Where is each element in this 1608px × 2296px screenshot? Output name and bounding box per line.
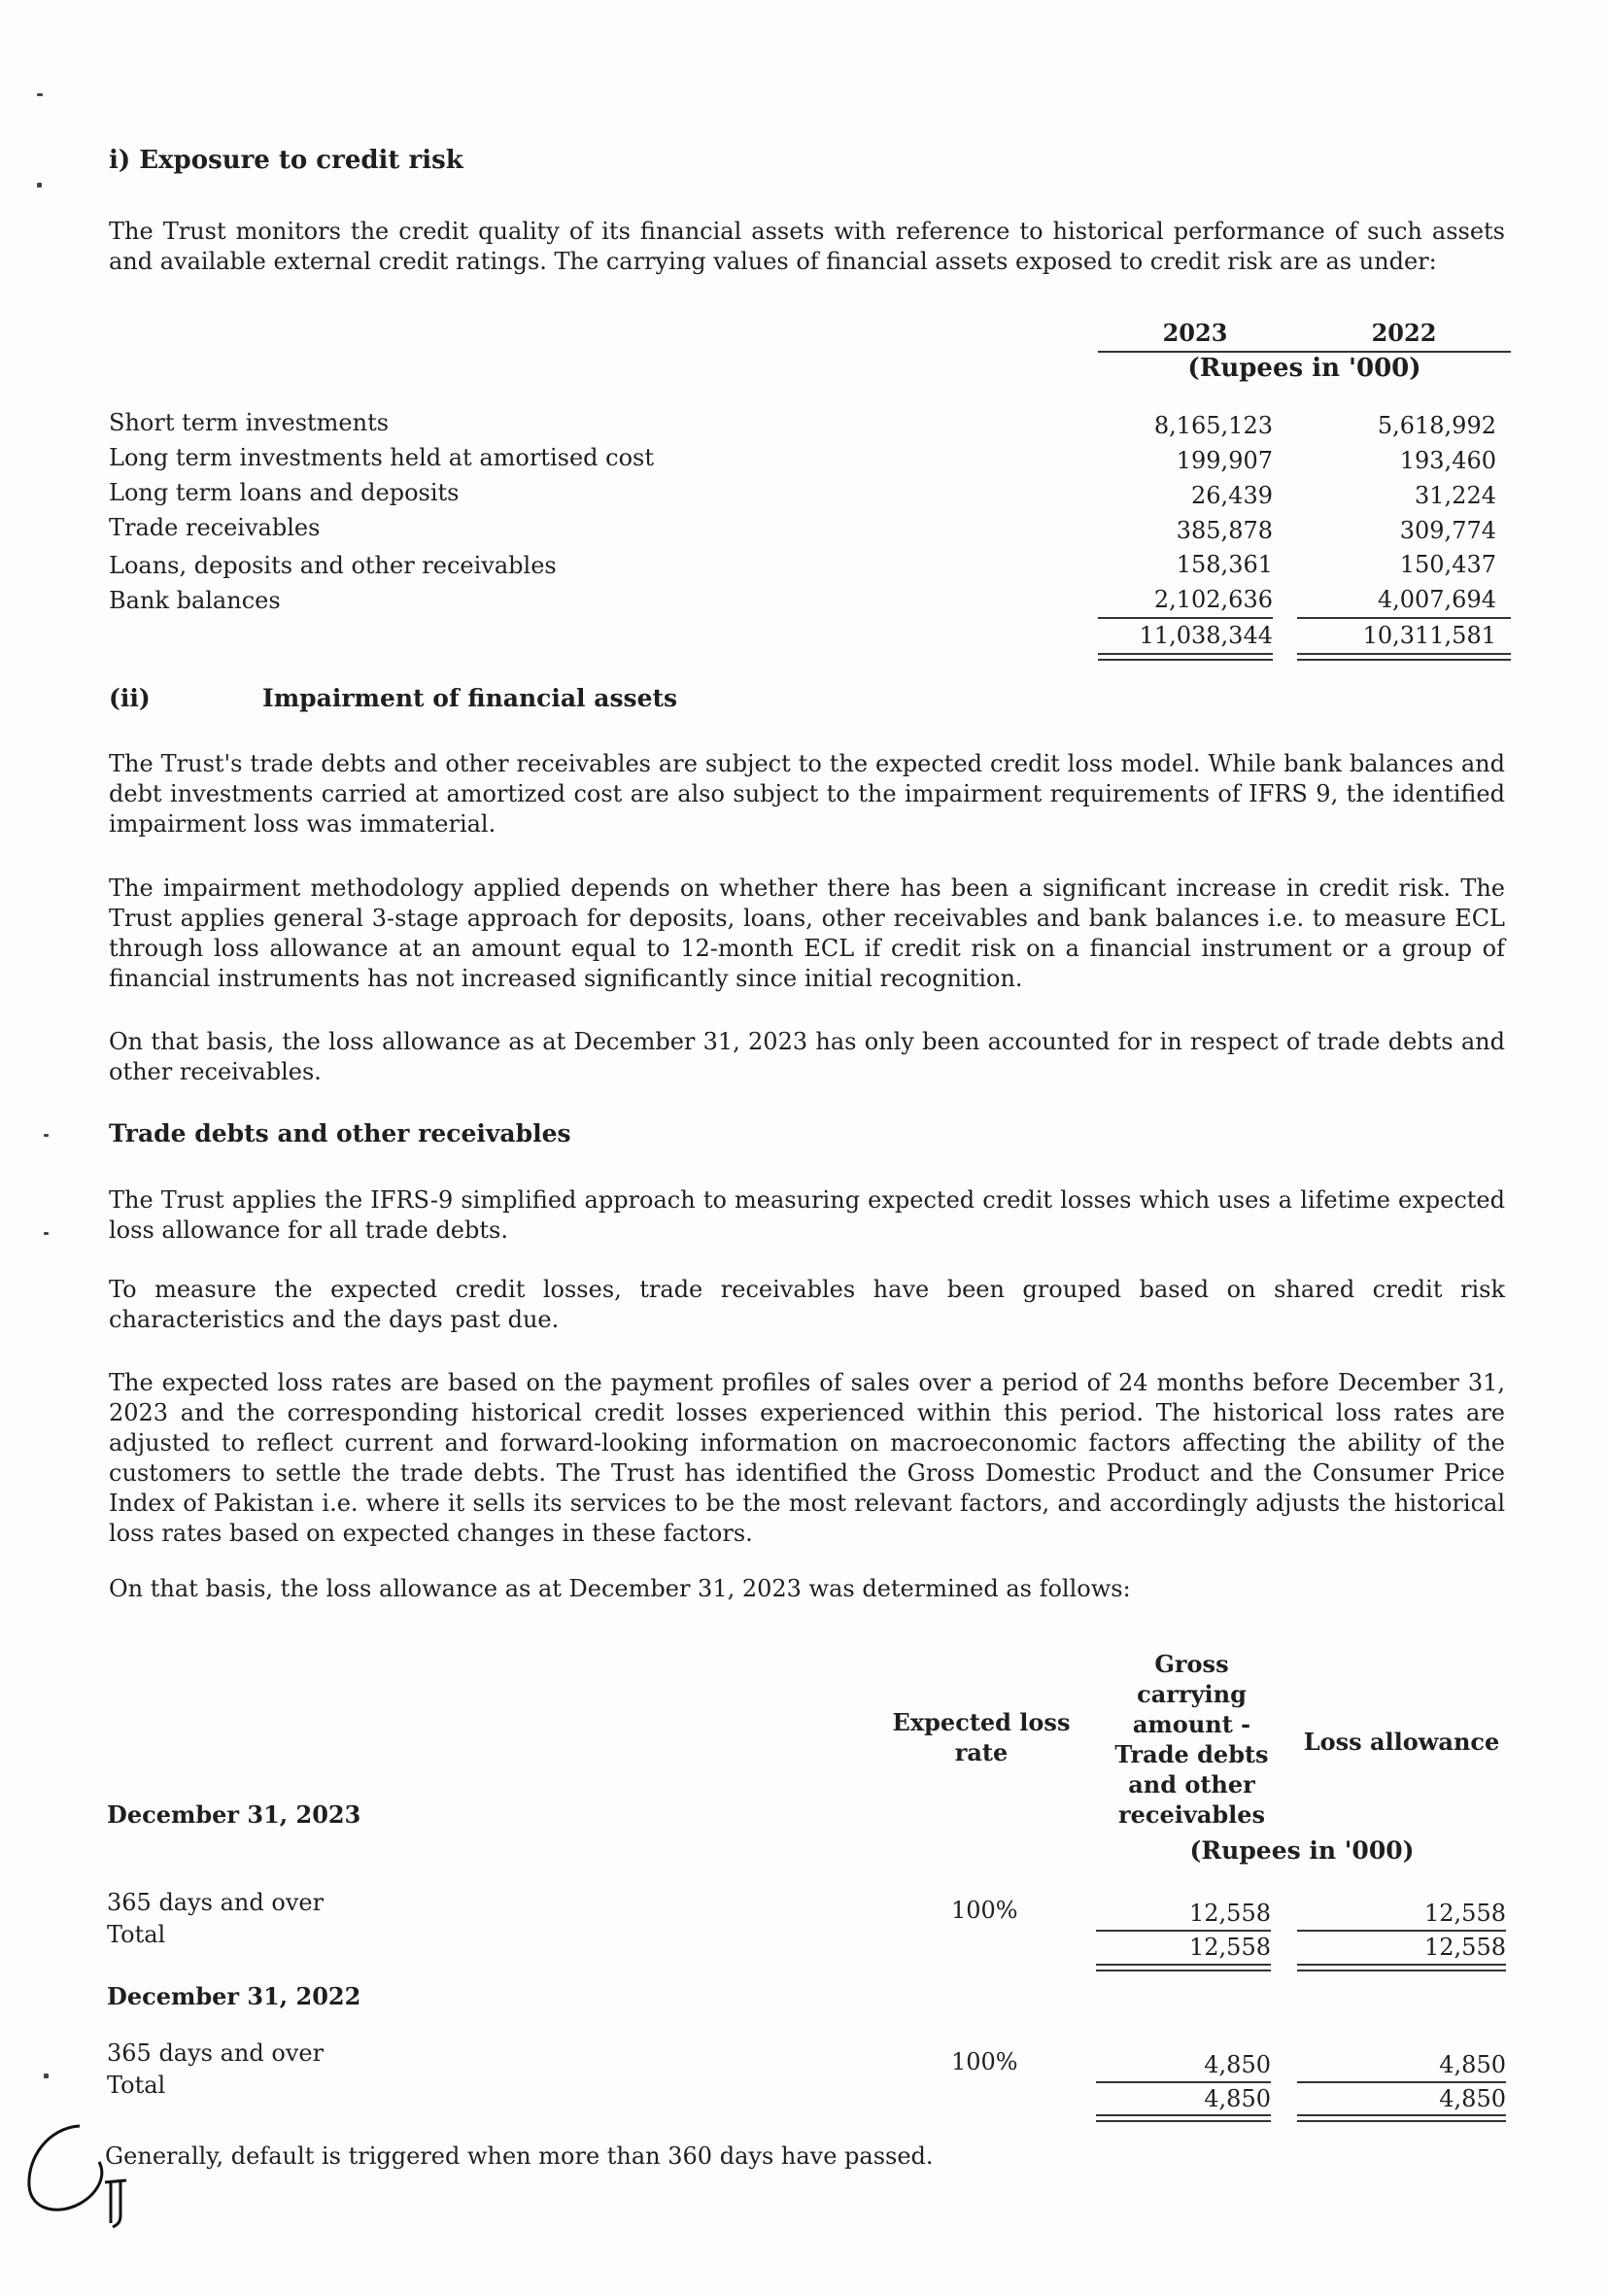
section-ii-paragraph-1: The Trust's trade debts and other receivables are subject to the expected credit loss model. While bank balances and debt investments carried at amortized cost are also subject to the impairment requirements of IFRS 9, the identified impairment loss was immaterial. — [109, 750, 1505, 838]
table2-2023-total-label: Total — [107, 1921, 166, 1948]
table1-subtotal-rule-2023 — [1098, 617, 1273, 619]
table2-col-gross-line: and other — [1128, 1770, 1255, 1799]
table2-2022-title: December 31, 2022 — [107, 1982, 361, 2010]
table2-2022-total-gross: 4,850 — [1204, 2085, 1271, 2112]
scan-mark — [44, 1134, 49, 1137]
table2-2023-gross: 12,558 — [1189, 1900, 1271, 1927]
section-ii-paragraph-2: The impairment methodology applied depends on whether there has been a significant increase in credit risk. The Trust applies general 3-stage approach for deposits, loans, other receivables and bank balances i.e. to measure ECL through loss allowance at an amount equal to 12-month ECL if credit risk on a financial instrument or a group of financial instruments has not increased significantly since initial recognition. — [109, 874, 1505, 992]
table1-value-2023: 2,102,636 — [1153, 586, 1273, 613]
table1-row-label: Bank balances — [109, 587, 281, 614]
table2-2022-row-label: 365 days and over — [107, 2039, 325, 2067]
trade-debts-paragraph-3: The expected loss rates are based on the payment profiles of sales over a period of 24 months before December 31, 2023 and the corresponding historical credit losses experienced within this period. The historical loss rates are adjusted to reflect current and forward-looking information on macroeconomic factors affecting the ability of the customers to settle the trade debts. The Trust has identified the Gross Domestic Product and the Consumer Price Index of Pakistan i.e. where it sells its services to be the most relevant factors, and accordingly adjusts the historical loss rates based on expected changes in these factors. — [109, 1369, 1505, 1547]
table2-2023-title: December 31, 2023 — [107, 1800, 361, 1829]
table2-col-gross-line: Gross — [1154, 1650, 1229, 1678]
table2-2023-row-label: 365 days and over — [107, 1889, 325, 1916]
table2-2023-total-gross: 12,558 — [1189, 1934, 1271, 1961]
table1-total-2023: 11,038,344 — [1139, 622, 1273, 649]
table1-subtotal-rule-2022 — [1297, 617, 1511, 619]
scan-mark — [37, 93, 43, 96]
trade-debts-paragraph-1: The Trust applies the IFRS-9 simplified approach to measuring expected credit losses which uses a lifetime expected loss allowance for all trade debts. — [109, 1186, 1505, 1244]
table2-2022-subtotal-rule-gross — [1096, 2081, 1271, 2083]
table2-2023-allowance: 12,558 — [1424, 1900, 1506, 1927]
footnote: Generally, default is triggered when more than 360 days have passed. — [105, 2142, 934, 2170]
table1-value-2022: 309,774 — [1399, 517, 1496, 544]
table1-value-2022: 5,618,992 — [1377, 412, 1496, 439]
table1-value-2023: 8,165,123 — [1153, 412, 1273, 439]
table1-total-double-rule-2022 — [1297, 653, 1511, 661]
table1-year-2023: 2023 — [1162, 319, 1228, 347]
trade-debts-paragraph-4: On that basis, the loss allowance as at December 31, 2023 was determined as follows: — [109, 1575, 1131, 1602]
table1-row-label: Long term investments held at amortised cost — [109, 444, 654, 471]
section-ii-heading: Impairment of financial assets — [262, 684, 678, 712]
table2-2022-double-rule-allowance — [1297, 2114, 1506, 2122]
table2-col-gross-line: amount - — [1132, 1710, 1251, 1738]
table2-2022-double-rule-gross — [1096, 2114, 1271, 2122]
handwritten-initials-icon — [19, 2118, 136, 2235]
table1-value-2022: 4,007,694 — [1377, 586, 1496, 613]
section-i-paragraph: The Trust monitors the credit quality of its financial assets with reference to historical performance of such assets and available external credit ratings. The carrying values of financial assets exposed to credit risk are as under: — [109, 218, 1505, 275]
table1-value-2022: 31,224 — [1415, 482, 1496, 509]
table1-unit: (Rupees in '000) — [1187, 354, 1421, 383]
table1-value-2023: 158,361 — [1176, 551, 1273, 578]
table1-value-2023: 385,878 — [1176, 517, 1273, 544]
table2-2022-gross: 4,850 — [1204, 2051, 1271, 2078]
table1-year-2022: 2022 — [1371, 319, 1437, 347]
table2-2023-double-rule-allowance — [1297, 1964, 1506, 1971]
table2-2022-allowance: 4,850 — [1439, 2051, 1506, 2078]
table1-row-label: Trade receivables — [109, 514, 321, 541]
table2-col-gross-line: Trade debts — [1114, 1740, 1269, 1768]
section-ii-paragraph-3: On that basis, the loss allowance as at December 31, 2023 has only been accounted for in respect of trade debts and other receivables. — [109, 1028, 1505, 1085]
scan-mark — [37, 183, 42, 188]
table2-2022-total-allowance: 4,850 — [1439, 2085, 1506, 2112]
table2-2022-rate: 100% — [951, 2048, 1018, 2075]
table1-total-2022: 10,311,581 — [1362, 622, 1496, 649]
section-ii-number: (ii) — [109, 684, 151, 712]
trade-debts-paragraph-2: To measure the expected credit losses, trade receivables have been grouped based on shared credit risk characteristics and the days past due. — [109, 1276, 1505, 1333]
table1-total-double-rule-2023 — [1098, 653, 1273, 661]
table2-col-rate-line: rate — [954, 1738, 1009, 1766]
table1-row-label: Loans, deposits and other receivables — [109, 552, 557, 579]
table2-col-allowance: Loss allowance — [1303, 1728, 1500, 1756]
table2-2023-total-allowance: 12,558 — [1424, 1934, 1506, 1961]
table1-value-2022: 150,437 — [1399, 551, 1496, 578]
table1-header-rule — [1098, 351, 1511, 353]
table2-col-gross-line: carrying — [1137, 1680, 1247, 1708]
table2-2023-double-rule-gross — [1096, 1964, 1271, 1971]
table2-2022-total-label: Total — [107, 2072, 166, 2099]
table2-col-rate — [874, 1707, 1088, 1767]
table2-2023-subtotal-rule-allowance — [1297, 1930, 1506, 1932]
table2-col-gross — [1088, 1649, 1295, 1830]
table1-value-2023: 199,907 — [1176, 447, 1273, 474]
section-i-heading: i) Exposure to credit risk — [109, 146, 463, 175]
table2-2023-subtotal-rule-gross — [1096, 1930, 1271, 1932]
table1-row-label: Long term loans and deposits — [109, 479, 460, 506]
trade-debts-heading: Trade debts and other receivables — [109, 1119, 571, 1148]
table2-unit: (Rupees in '000) — [1189, 1836, 1415, 1865]
table1-row-label: Short term investments — [109, 409, 390, 436]
table2-2022-subtotal-rule-allowance — [1297, 2081, 1506, 2083]
scan-mark — [44, 1232, 49, 1235]
table2-2023-rate: 100% — [951, 1897, 1018, 1924]
table2-col-rate-line: Expected loss — [892, 1708, 1071, 1736]
table2-col-gross-line: receivables — [1117, 1800, 1266, 1829]
table1-value-2022: 193,460 — [1399, 447, 1496, 474]
scan-mark — [44, 2073, 49, 2078]
table1-value-2023: 26,439 — [1191, 482, 1273, 509]
